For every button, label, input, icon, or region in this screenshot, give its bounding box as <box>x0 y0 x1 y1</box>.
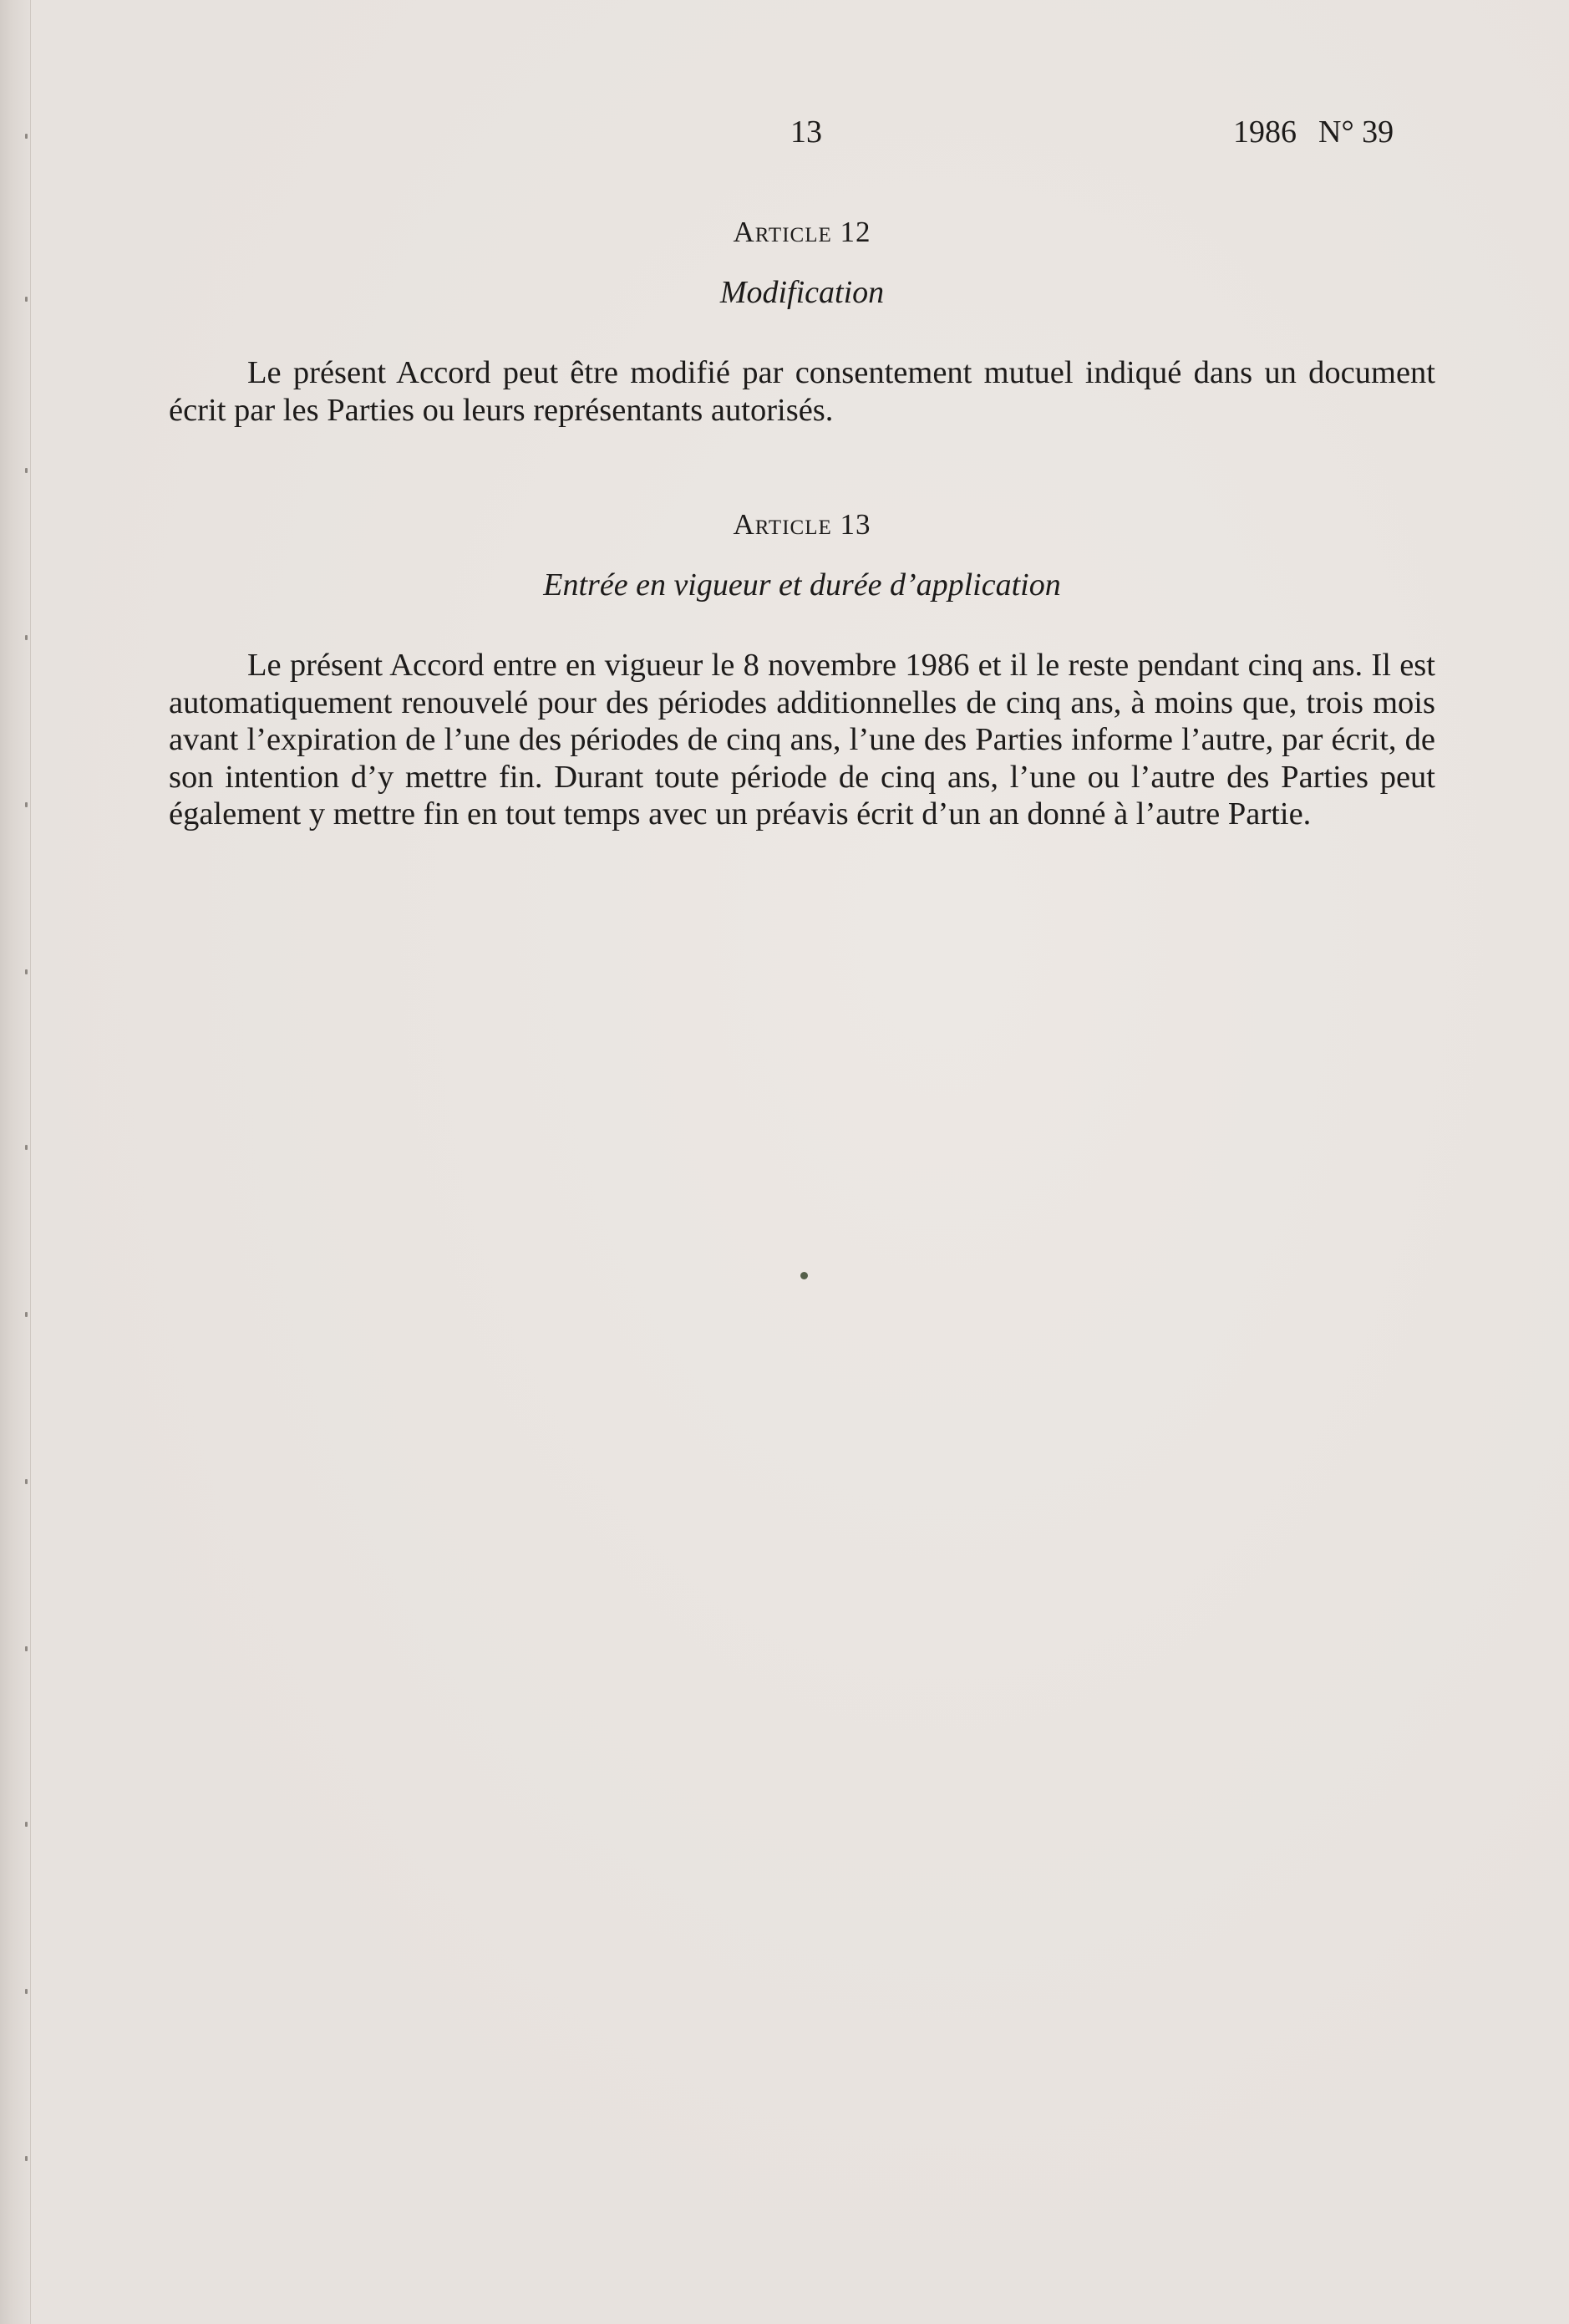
document-reference <box>1233 114 1442 150</box>
binding-stitch <box>25 635 28 640</box>
article-13-title: Entrée en vigueur et durée d’application <box>543 567 1061 603</box>
article-12-title: Modification <box>719 275 885 310</box>
article-12-paragraph: Le présent Accord peut être modifié par consentement mutuel indiqué dans un document écrit par les Parties ou leurs représentants autorisés. <box>169 355 1435 428</box>
binding-stitch <box>25 297 28 302</box>
binding-stitch <box>25 468 28 473</box>
binding-stitch <box>25 2156 28 2161</box>
document-number: N° 39 <box>1318 114 1394 150</box>
article-13-paragraph: Le présent Accord entre en vigueur le 8 novembre 1986 et il le reste pendant cinq ans. Il est automatiquement renouvelé pour des périodes additionnelles de cinq ans, à moins que, trois mois avant l’expiration de l’une des périodes de cinq ans, l’une des Parties informe l’autre, par écrit, de son intention d’y mettre fin. Durant toute période de cinq ans, l’une ou l’autre des Parties peut également y mettre fin en tout temps avec un préavis écrit d’un an donné à l’autre Partie. <box>169 648 1435 831</box>
binding-stitch <box>25 1145 28 1150</box>
ink-speck <box>800 1272 808 1279</box>
binding-stitch <box>25 1312 28 1317</box>
binding-stitch <box>25 134 28 139</box>
document-year: 1986 <box>1233 114 1297 150</box>
binding-edge <box>0 0 31 2324</box>
binding-stitch <box>25 1479 28 1484</box>
binding-stitch <box>25 802 28 807</box>
page-number: 13 <box>790 114 822 150</box>
binding-stitch <box>25 1646 28 1651</box>
binding-stitch <box>25 1989 28 1994</box>
article-12-heading: Article 12 <box>733 216 871 248</box>
binding-stitch <box>25 969 28 974</box>
binding-stitch <box>25 1822 28 1827</box>
article-13-heading: Article 13 <box>733 508 871 541</box>
